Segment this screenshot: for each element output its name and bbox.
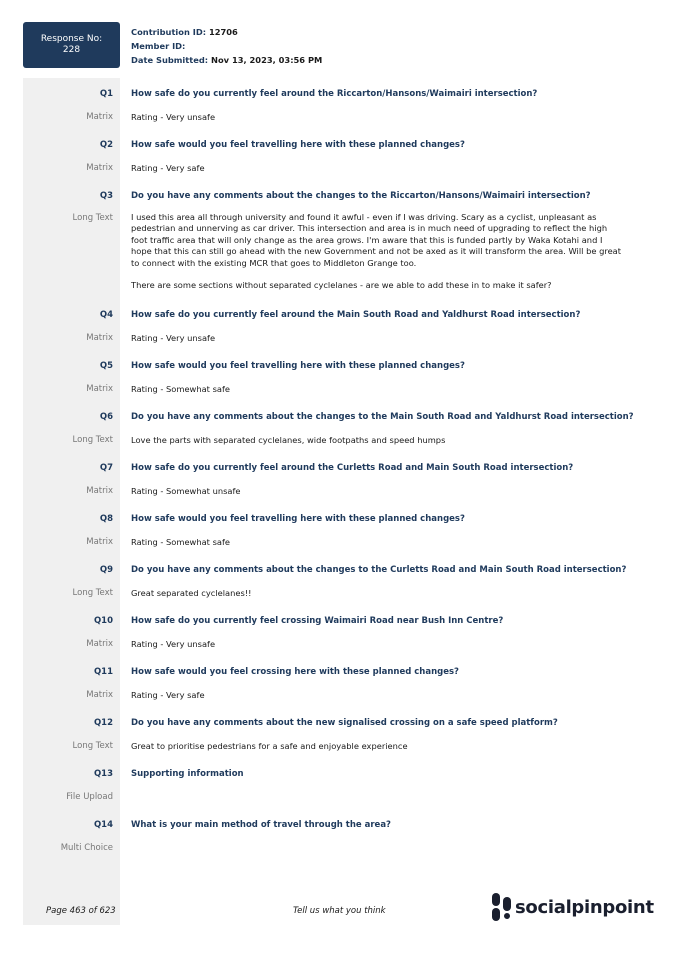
question-text: How safe do you currently feel around the Curletts Road and Main South Road intersection? <box>131 463 574 473</box>
question-text: How safe do you currently feel around the Main South Road and Yaldhurst Road intersection? <box>131 310 581 320</box>
answer-text: Rating - Somewhat safe <box>131 537 230 547</box>
question-number: Q12 <box>93 718 113 728</box>
question-type: Multi Choice <box>60 843 113 853</box>
question-type: Matrix <box>86 112 113 122</box>
question-text: Supporting information <box>131 769 244 779</box>
answer-text: Love the parts with separated cyclelanes, wide footpaths and speed humps <box>131 435 446 445</box>
footer-tagline: Tell us what you think <box>293 906 386 916</box>
question-text: Do you have any comments about the changes to the Riccarton/Hansons/Waimairi intersection? <box>131 191 591 201</box>
question-type: Matrix <box>86 690 113 700</box>
answer-text: Rating - Somewhat safe <box>131 384 230 394</box>
contribution-id: Contribution ID: 12706 <box>131 27 238 37</box>
socialpinpoint-logo <box>492 893 654 921</box>
answer-text: Rating - Very unsafe <box>131 639 216 649</box>
answer-text: Rating - Very unsafe <box>131 112 216 122</box>
question-text: How safe would you feel travelling here with these planned changes? <box>131 514 465 524</box>
page-number: Page 463 of 623 <box>46 906 116 916</box>
pinpoint-logo-icon <box>492 893 511 921</box>
question-text: How safe would you feel crossing here with these planned changes? <box>131 667 459 677</box>
question-type: Matrix <box>86 384 113 394</box>
question-text: Do you have any comments about the changes to the Curletts Road and Main South Road intersection? <box>131 565 627 575</box>
question-text: How safe do you currently feel crossing Waimairi Road near Bush Inn Centre? <box>131 616 504 626</box>
answer-text: Great to prioritise pedestrians for a safe and enjoyable experience <box>131 741 408 751</box>
question-type: Matrix <box>86 486 113 496</box>
question-number: Q8 <box>99 514 113 524</box>
question-number: Q9 <box>99 565 113 575</box>
question-type: Matrix <box>86 639 113 649</box>
question-text: How safe would you feel travelling here with these planned changes? <box>131 140 465 150</box>
logo-text: socialpinpoint <box>515 896 654 918</box>
question-type: Matrix <box>86 537 113 547</box>
question-number: Q7 <box>99 463 113 473</box>
response-number: 228 <box>62 45 81 55</box>
question-number: Q11 <box>93 667 113 677</box>
question-number: Q4 <box>99 310 113 320</box>
answer-text: Rating - Very safe <box>131 163 205 173</box>
submission-meta <box>131 25 322 67</box>
question-text: Do you have any comments about the changes to the Main South Road and Yaldhurst Road intersection? <box>131 412 634 422</box>
date-submitted: Date Submitted: Nov 13, 2023, 03:56 PM <box>131 55 323 65</box>
question-text: What is your main method of travel through the area? <box>131 820 391 830</box>
question-number: Q3 <box>99 191 113 201</box>
question-number: Q10 <box>93 616 113 626</box>
question-type: Matrix <box>86 163 113 173</box>
answer-text: Rating - Somewhat unsafe <box>131 486 241 496</box>
response-badge <box>23 22 120 68</box>
question-text: Do you have any comments about the new signalised crossing on a safe speed platform? <box>131 718 558 728</box>
question-text: How safe would you feel travelling here with these planned changes? <box>131 361 465 371</box>
question-type: Long Text <box>72 435 113 445</box>
question-number: Q6 <box>99 412 113 422</box>
question-number: Q5 <box>99 361 113 371</box>
answer-text: Rating - Very unsafe <box>131 333 216 343</box>
question-number: Q14 <box>93 820 113 830</box>
answer-paragraph: There are some sections without separated cyclelanes - are we able to add these in to make it safer? <box>131 280 552 291</box>
question-number: Q13 <box>93 769 113 779</box>
question-type: File Upload <box>66 792 113 802</box>
member-id: Member ID: <box>131 41 186 51</box>
answer-paragraph: I used this area all through university and found it awful - even if I was driving. Scary as a cyclist, unpleasant as pedestrian and unnerving as car driver. This intersection and area is in much need of upgrading to reflect the high foot traffic area that will only change as the area grows. I'm aware that this is funded partly by Waka Kotahi and I hope that this can still go ahead with the new Government and not be axed as it will transform the area. Will be great to connect with the existing MCR that goes to Middleton Grange too. <box>131 212 622 268</box>
question-type: Long Text <box>72 213 113 223</box>
question-type: Long Text <box>72 588 113 598</box>
answer-text: Rating - Very safe <box>131 690 205 700</box>
answer-long-text <box>131 212 623 291</box>
question-type: Long Text <box>72 741 113 751</box>
question-type: Matrix <box>86 333 113 343</box>
answer-text: Great separated cyclelanes!! <box>131 588 252 598</box>
question-text: How safe do you currently feel around the Riccarton/Hansons/Waimairi intersection? <box>131 89 538 99</box>
question-number: Q1 <box>99 89 113 99</box>
response-label: Response No: <box>40 34 103 44</box>
question-number: Q2 <box>99 140 113 150</box>
